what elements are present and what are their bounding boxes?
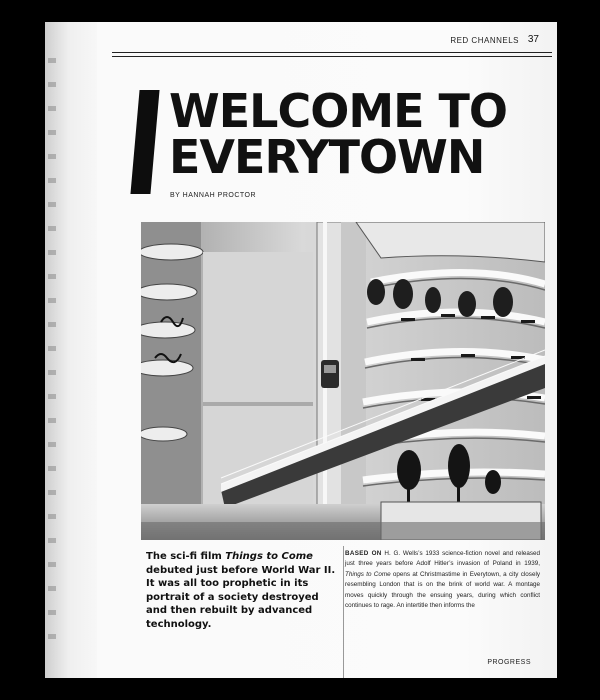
magazine-page	[45, 22, 557, 678]
section-folio-label: PROGRESS	[487, 659, 531, 666]
deck-intro: The sci-fi film Things to Come debuted just before World War II. It was all too prophetic in its portrait of a society destroyed and then rebuilt by advanced technology.	[146, 551, 336, 630]
column-rule	[343, 546, 344, 678]
headline-accent-bar	[130, 90, 159, 194]
futuristic-city-illustration	[141, 222, 545, 540]
headline	[169, 84, 549, 184]
deck-film-title: Things to Come	[225, 551, 313, 562]
byline: BY HANNAH PROCTOR	[170, 192, 257, 199]
headline-line-2: EVERYTOWN	[169, 130, 485, 184]
body-text: BASED ON H. G. Wells’s 1933 science-fiction novel and released just three years before Adolf Hitler’s invasion of Poland in 1939, Things to Come opens at Christmastime in Everytown, a city closely resembling London that is on the brink of world war. A montage moves quickly through the ensuing years, during which conflict continues to rage. An intertitle then informs the	[345, 550, 540, 610]
facing-page-bleed	[48, 58, 58, 658]
lead-in: BASED ON	[345, 550, 382, 557]
page-number: 37	[527, 34, 539, 45]
body-film-title: Things to Come	[345, 570, 391, 578]
running-head: RED CHANNELS	[450, 36, 519, 45]
film-still-photo	[141, 222, 545, 540]
headline-line-1: WELCOME TO	[169, 84, 508, 138]
top-rule	[112, 52, 552, 57]
